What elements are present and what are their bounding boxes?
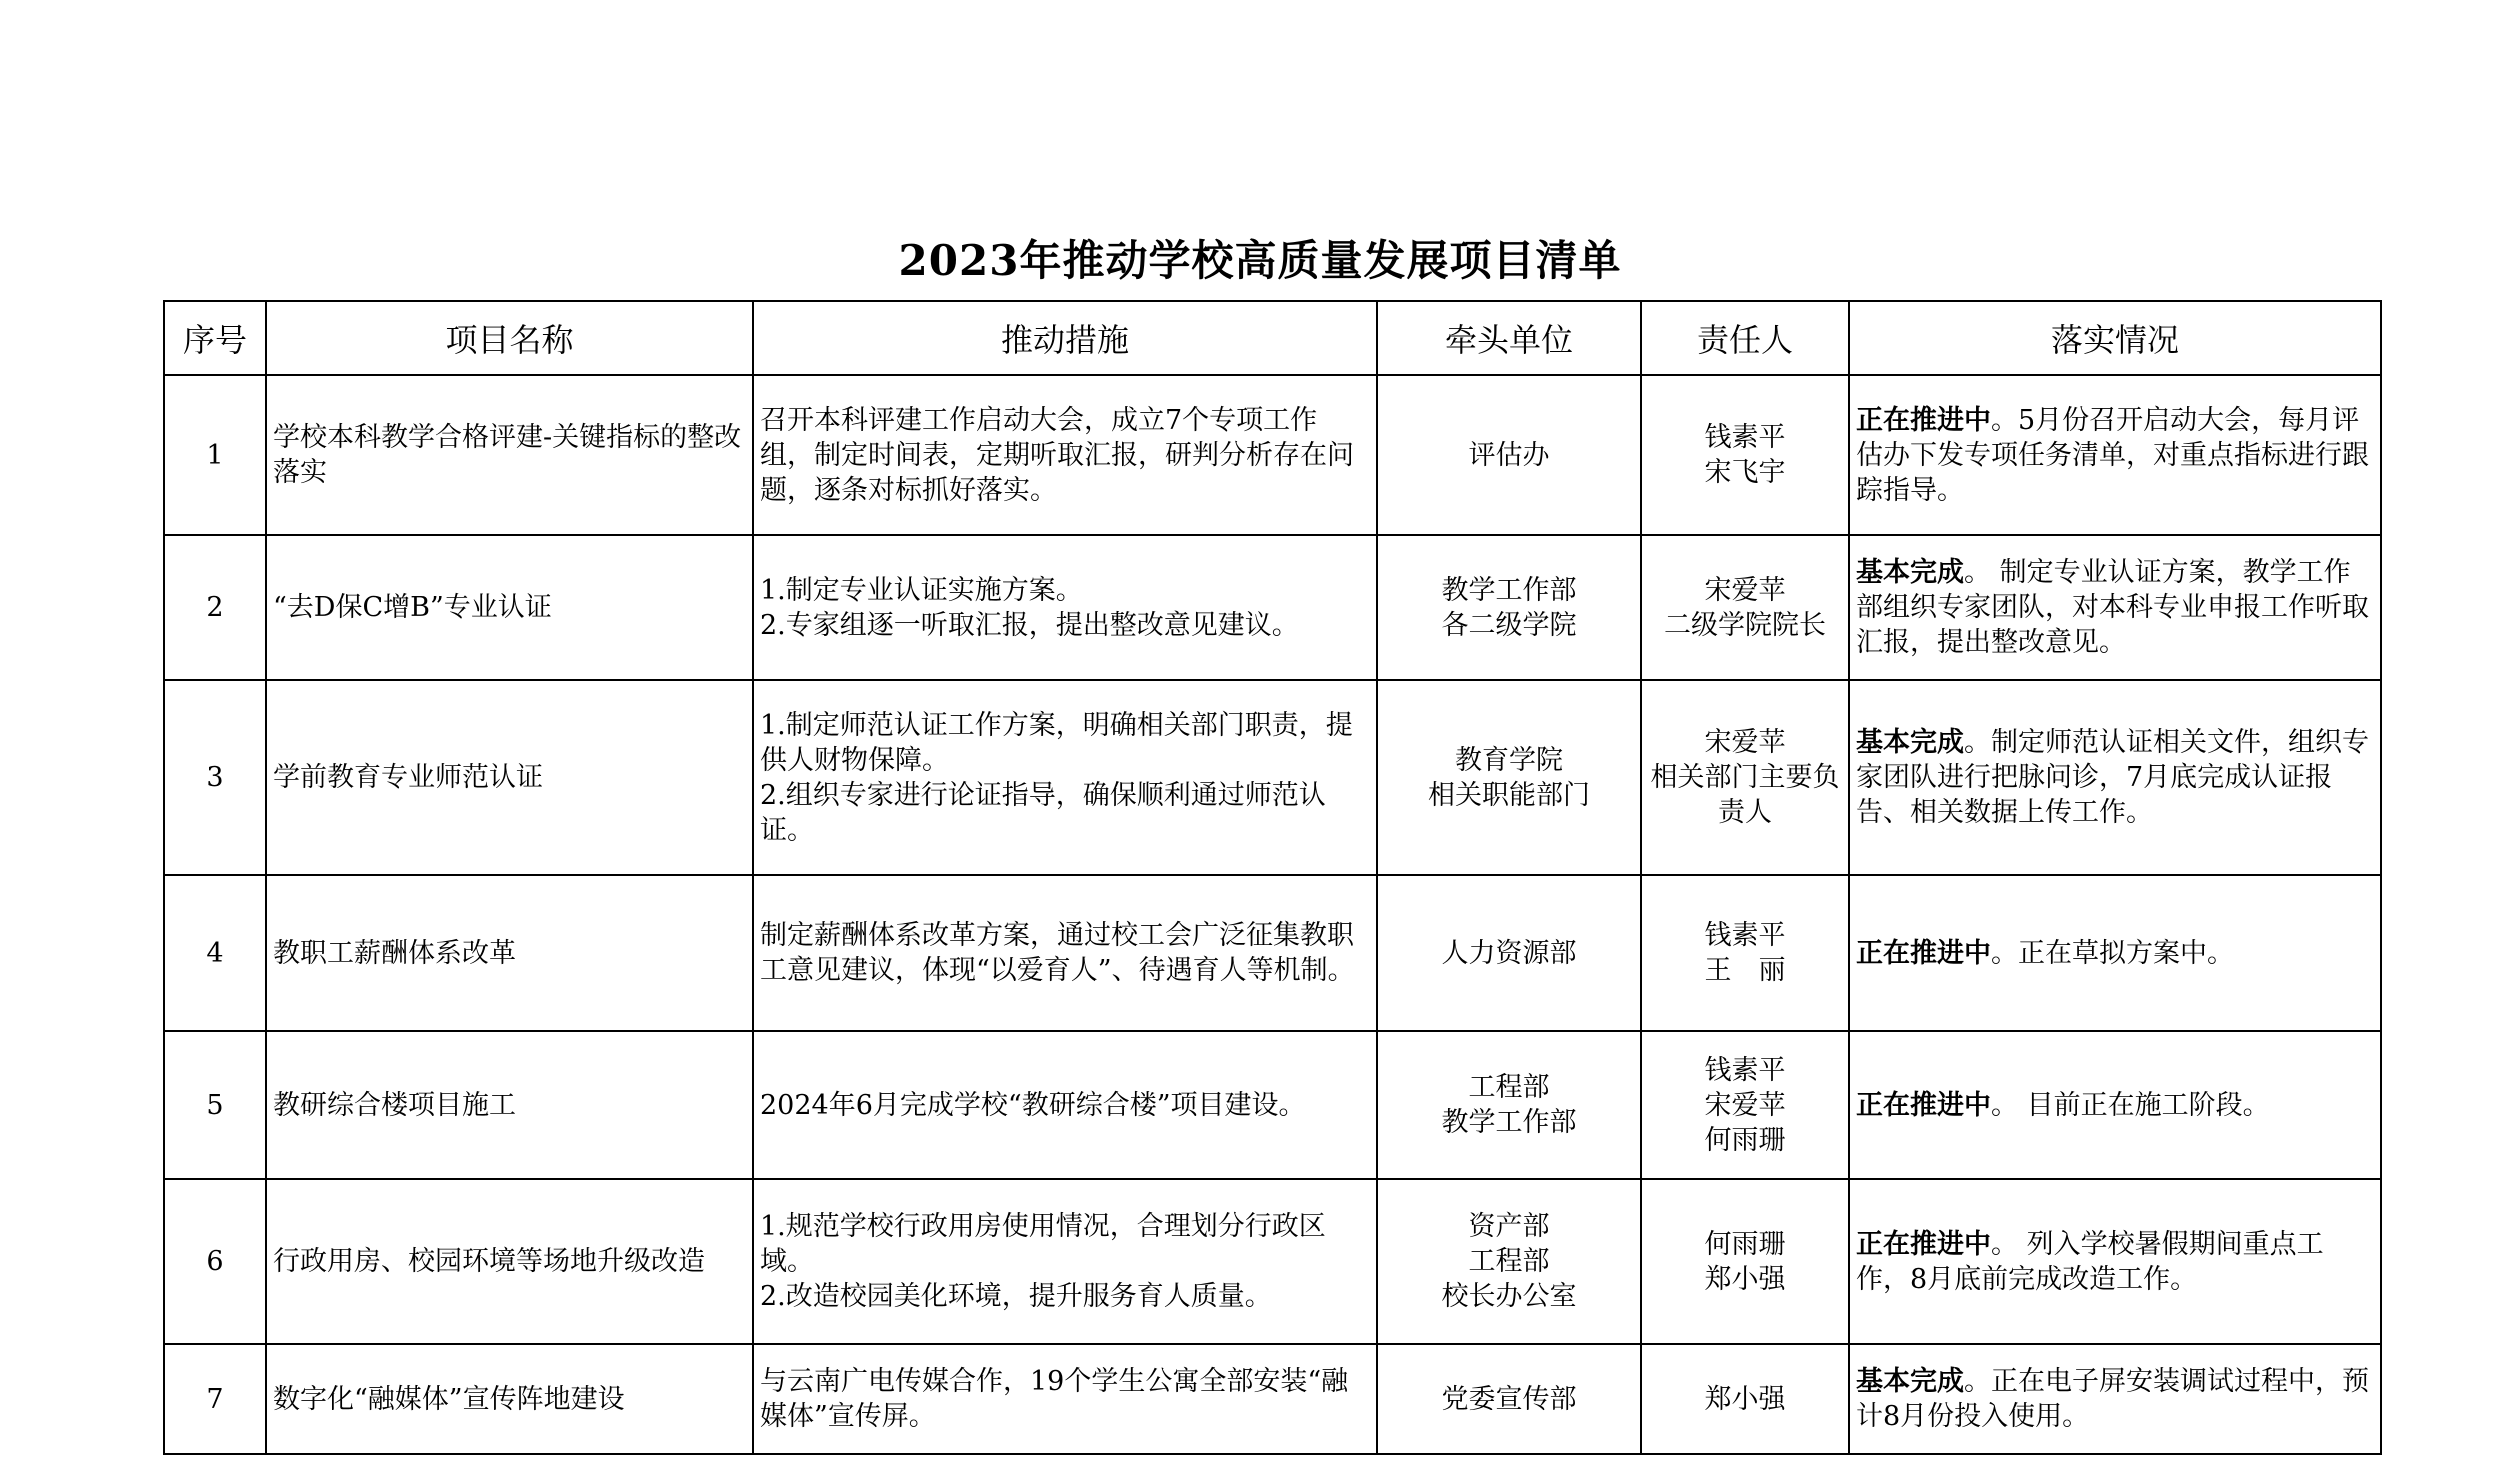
lead-unit: 工程部 教学工作部 [1377, 1031, 1641, 1179]
row-number: 4 [164, 875, 266, 1031]
measures: 2024年6月完成学校“教研综合楼”项目建设。 [753, 1031, 1377, 1179]
header-row [164, 301, 2381, 375]
measures: 1.制定专业认证实施方案。 2.专家组逐一听取汇报，提出整改意见建议。 [753, 535, 1377, 680]
row-number: 7 [164, 1344, 266, 1454]
header-num: 序号 [164, 301, 266, 375]
measures: 制定薪酬体系改革方案，通过校工会广泛征集教职工意见建议，体现“以爱育人”、待遇育人等机制。 [753, 875, 1377, 1031]
status-badge: 正在推进中 [1856, 1228, 1991, 1260]
lead-unit: 资产部 工程部 校长办公室 [1377, 1179, 1641, 1344]
project-table [163, 300, 2382, 1455]
status-cell [1849, 1344, 2381, 1454]
lead-unit: 党委宣传部 [1377, 1344, 1641, 1454]
status-cell [1849, 535, 2381, 680]
status-detail: 。 目前正在施工阶段。 [1991, 1089, 2270, 1121]
status-detail: 。正在草拟方案中。 [1991, 937, 2234, 969]
status-cell [1849, 375, 2381, 535]
lead-unit: 人力资源部 [1377, 875, 1641, 1031]
measures: 1.制定师范认证工作方案，明确相关部门职责，提供人财物保障。 2.组织专家进行论证指导，确保顺利通过师范认证。 [753, 680, 1377, 875]
responsible-person: 郑小强 [1641, 1344, 1849, 1454]
measures: 召开本科评建工作启动大会，成立7个专项工作组，制定时间表，定期听取汇报，研判分析存在问题，逐条对标抓好落实。 [753, 375, 1377, 535]
project-name: “去D保C增B”专业认证 [266, 535, 753, 680]
document-title: 2023年推动学校高质量发展项目清单 [898, 236, 1622, 285]
table-row [164, 1179, 2381, 1344]
status-cell [1849, 875, 2381, 1031]
table-row [164, 875, 2381, 1031]
status-detail: 。 制定专业认证方案，教学工作部组织专家团队，对本科专业申报工作听取汇报，提出整改意见。 [1856, 557, 2369, 658]
status-badge: 正在推进中 [1856, 1089, 1991, 1121]
project-name: 学前教育专业师范认证 [266, 680, 753, 875]
status-detail: 。正在电子屏安装调试过程中，预计8月份投入使用。 [1856, 1366, 2369, 1432]
header-name: 项目名称 [266, 301, 753, 375]
measures: 与云南广电传媒合作，19个学生公寓全部安装“融媒体”宣传屏。 [753, 1344, 1377, 1454]
status-badge: 基本完成 [1856, 727, 1964, 758]
project-name: 数字化“融媒体”宣传阵地建设 [266, 1344, 753, 1454]
status-cell [1849, 1031, 2381, 1179]
responsible-person: 宋爱苹 二级学院院长 [1641, 535, 1849, 680]
table-row [164, 680, 2381, 875]
responsible-person: 宋爱苹 相关部门主要负责人 [1641, 680, 1849, 875]
table-row [164, 1344, 2381, 1454]
status-cell [1849, 1179, 2381, 1344]
status-badge: 基本完成 [1856, 1366, 1964, 1397]
lead-unit: 评估办 [1377, 375, 1641, 535]
header-unit: 牵头单位 [1377, 301, 1641, 375]
status-detail: 。制定师范认证相关文件，组织专家团队进行把脉问诊，7月底完成认证报告、相关数据上传工作。 [1856, 727, 2369, 828]
table-row [164, 535, 2381, 680]
row-number: 1 [164, 375, 266, 535]
status-cell [1849, 680, 2381, 875]
header-measures: 推动措施 [753, 301, 1377, 375]
lead-unit: 教学工作部 各二级学院 [1377, 535, 1641, 680]
project-name: 教职工薪酬体系改革 [266, 875, 753, 1031]
measures: 1.规范学校行政用房使用情况，合理划分行政区域。 2.改造校园美化环境，提升服务育人质量。 [753, 1179, 1377, 1344]
project-name: 教研综合楼项目施工 [266, 1031, 753, 1179]
responsible-person: 钱素平 宋爱苹 何雨珊 [1641, 1031, 1849, 1179]
status-badge: 基本完成 [1856, 557, 1964, 588]
row-number: 3 [164, 680, 266, 875]
row-number: 5 [164, 1031, 266, 1179]
row-number: 6 [164, 1179, 266, 1344]
status-detail: 。5月份召开启动大会，每月评估办下发专项任务清单，对重点指标进行跟踪指导。 [1856, 404, 2369, 506]
status-badge: 正在推进中 [1856, 937, 1991, 969]
table-row [164, 1031, 2381, 1179]
row-number: 2 [164, 535, 266, 680]
status-badge: 正在推进中 [1856, 404, 1991, 436]
table-row [164, 375, 2381, 535]
project-name: 学校本科教学合格评建-关键指标的整改落实 [266, 375, 753, 535]
project-name: 行政用房、校园环境等场地升级改造 [266, 1179, 753, 1344]
lead-unit: 教育学院 相关职能部门 [1377, 680, 1641, 875]
header-status: 落实情况 [1849, 301, 2381, 375]
header-resp: 责任人 [1641, 301, 1849, 375]
responsible-person: 钱素平 宋飞宇 [1641, 375, 1849, 535]
responsible-person: 钱素平 王 丽 [1641, 875, 1849, 1031]
responsible-person: 何雨珊 郑小强 [1641, 1179, 1849, 1344]
status-detail: 。 列入学校暑假期间重点工作，8月底前完成改造工作。 [1856, 1228, 2324, 1295]
